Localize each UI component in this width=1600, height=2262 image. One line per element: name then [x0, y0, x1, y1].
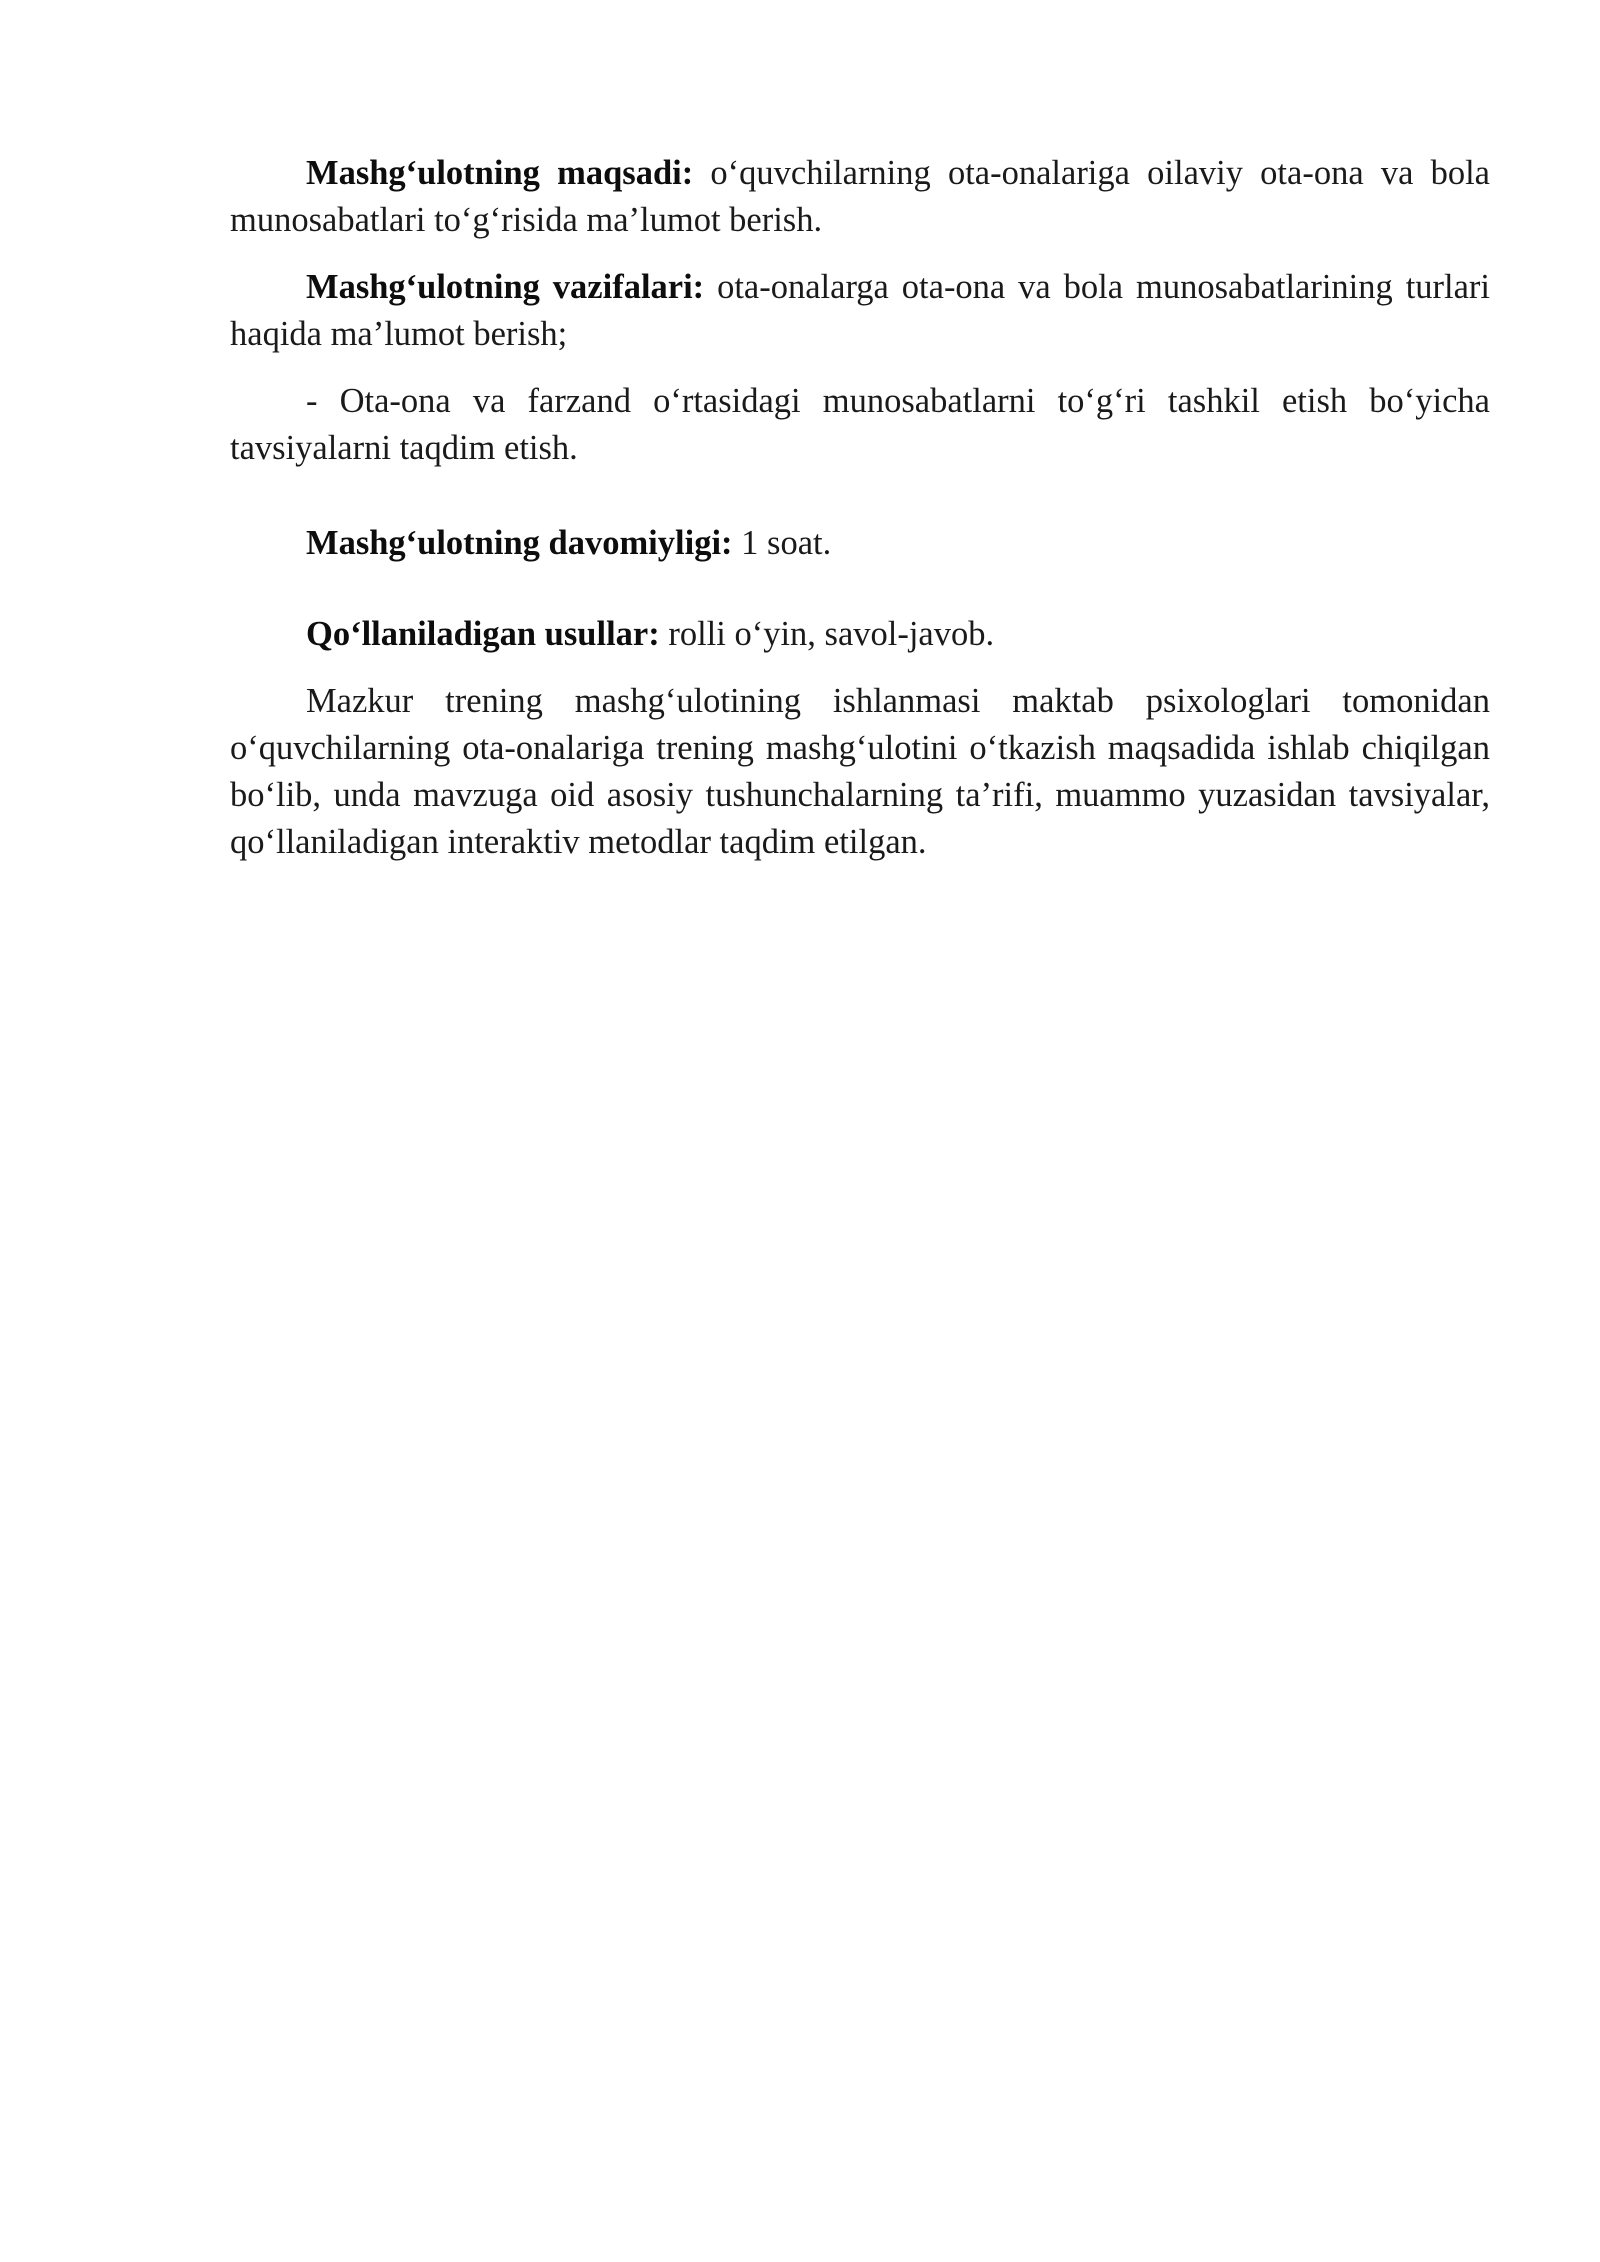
goal-label: Mashg‘ulotning maqsadi: — [306, 154, 694, 192]
methods-paragraph — [230, 611, 1490, 658]
task-item-paragraph — [230, 378, 1490, 472]
duration-paragraph — [230, 520, 1490, 567]
tasks-text: ota-onalarga ota-ona va bola munosabatlarining turlari haqida ma’lumot berish; — [230, 268, 1490, 353]
document-body — [230, 150, 1490, 866]
methods-text: rolli o‘yin, savol-javob. — [659, 615, 995, 653]
task-item-text: - Ota-ona va farzand o‘rtasidagi munosabatlarni to‘g‘ri tashkil etish bo‘yicha tavsiyalarni taqdim etish. — [230, 382, 1490, 467]
goal-paragraph — [230, 150, 1490, 244]
tasks-paragraph — [230, 264, 1490, 358]
summary-text: Mazkur trening mashg‘ulotining ishlanmasi maktab psixologlari tomonidan o‘quvchilarning ota-onalariga trening mashg‘ulotini o‘tkazish maqsadida ishlab chiqilgan bo‘lib, unda mavzuga oid asosiy tushunchalarning ta’rifi, muammo yuzasidan tavsiyalar, qo‘llaniladigan interaktiv metodlar taqdim etilgan. — [230, 682, 1490, 861]
goal-text: o‘quvchilarning ota-onalariga oilaviy ota-ona va bola munosabatlari to‘g‘risida ma’lumot berish. — [230, 154, 1490, 239]
tasks-label: Mashg‘ulotning vazifalari: — [306, 268, 705, 306]
summary-paragraph — [230, 678, 1490, 866]
methods-label: Qo‘llaniladigan usullar: — [306, 615, 660, 653]
duration-text: 1 soat. — [732, 524, 832, 562]
duration-label: Mashg‘ulotning davomiyligi: — [306, 524, 733, 562]
